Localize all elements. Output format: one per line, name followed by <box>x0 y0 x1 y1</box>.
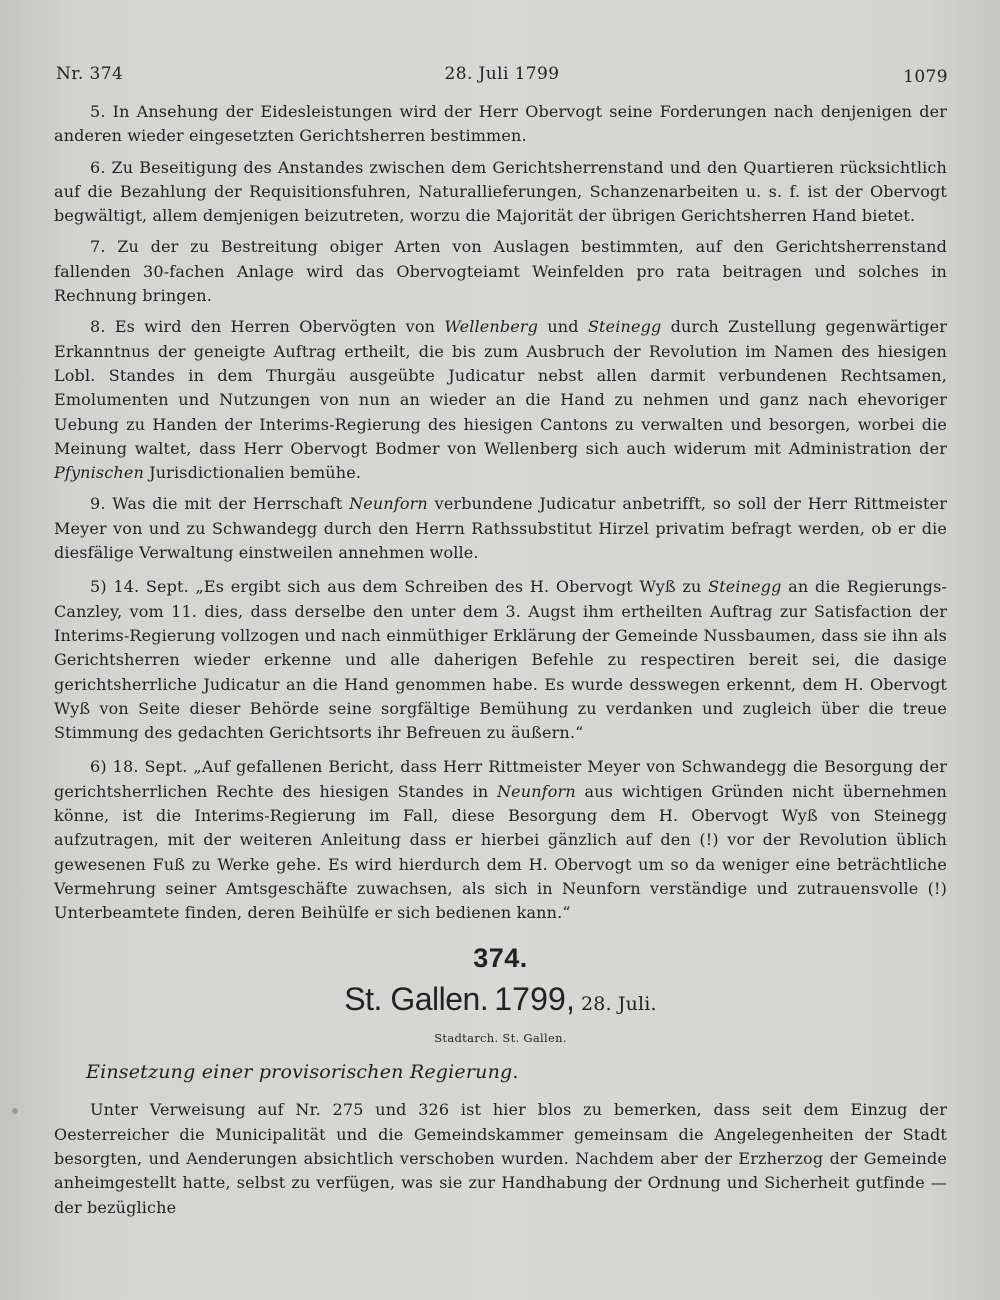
document-rubric: Einsetzung einer provisorischen Regierung. <box>86 1061 519 1084</box>
page-number: 1079 <box>903 67 948 87</box>
note-5 <box>54 575 947 745</box>
paragraph-8-text-c: durch Zustellung gegenwärtiger Erkanntnus der geneigte Auftrag ertheilt, die bis zum Ausbruch der Revolution im Namen des hiesigen Lobl. Standes in dem Thurgäu ausgeübte Judicatur nebst allen darmit verbundenen Rechtsamen, Emolumenten und Nutzungen von nun an wieder an die Hand zu nehmen und ganz nach ehevoriger Uebung zu Handen der Interims-Regierung des hiesigen Cantons zu verwalten und besorgen, worbei die Meinung waltet, dass Herr Obervogt Bodmer von Wellenberg sich auch widerum mit Administration der <box>54 317 947 458</box>
note-5-text-b: an die Regierungs-Canzley, vom 11. dies, dass derselbe den unter dem 3. Augst ihm ertheilten Auftrag zur Satisfaction der Interims-Regierung vollzogen und nach einmüthiger Erklärung der Gemeinde Nussbaumen, dass sie ihn als Gerichtsherren wieder erkenne und alle daherigen Befehle zu respectiren bereit sei, die dasige gerichtsherrliche Judicatur an die Hand genommen habe. Es wurde desswegen erkennt, dem H. Obervogt Wyß von Seite dieser Behörde seine sorgfältige Bemühung zu verdanken und zugleich über die treue Stimmung des gedachten Gerichtsorts ihr Befreuen zu äußern.“ <box>54 577 947 743</box>
margin-mark <box>12 1108 18 1114</box>
paragraph-6: 6. Zu Beseitigung des Anstandes zwischen dem Gerichtsherrenstand und den Quartieren rücksichtlich auf die Bezahlung der Requisitionsfuhren, Naturallieferungen, Schanzenarbeiten u. s. f. ist der Obervogt begwältigt, allem demjenigen beizutreten, worzu die Majorität der übrigen Gerichtsherren Hand bietet. <box>54 157 947 226</box>
paragraph-5: 5. In Ansehung der Eidesleistungen wird der Herr Obervogt seine Forderungen nach denjenigen der anderen wieder eingesetzten Gerichtsherren bestimmen. <box>54 102 947 146</box>
document-heading-title <box>54 982 947 1022</box>
note-5-text-a: 5) 14. Sept. „Es ergibt sich aus dem Schreiben des H. Obervogt Wyß zu <box>90 577 709 597</box>
paragraph-8-text-b: und <box>538 317 588 337</box>
note-6-text-a: 6) 18. Sept. „Auf gefallenen Bericht, dass Herr Rittmeister Meyer von Schwandegg die Besorgung der gerichtsherrlichen Rechte des hiesigen Standes in <box>54 757 947 801</box>
note-6-italic-neunforn: Neunforn <box>497 781 576 801</box>
page-body <box>54 100 947 1227</box>
note-6-text-b: aus wichtigen Gründen nicht übernehmen könne, ist die Interims-Regierung im Fall, diese Besorgung dem H. Obervogt Wyß von Steinegg aufzutragen, mit der weiteren Anleitung dass er hierbei gänzlich auf den (!) vor der Revolution üblich gewesenen Fuß zu Werke gehe. Es wird hierdurch dem H. Obervogt um so da weniger eine beträchtliche Vermehrung seiner Amtsgeschäfte zuwachsen, als sich in Neunforn verständige und zutrauensvolle (!) Unterbeamtete finden, deren Beihülfe er sich bedienen kann.“ <box>54 781 947 923</box>
paragraph-8-italic-pfynischen: Pfynischen <box>54 463 144 483</box>
paragraph-7: 7. Zu der zu Bestreitung obiger Arten von Auslagen bestimmten, auf den Gerichtsherrenstand fallenden 30-fachen Anlage wird das Obervogteiamt Weinfelden pro rata beitragen und solches in Rechnung bringen. <box>54 237 947 306</box>
paragraph-9-italic-neunforn: Neunforn <box>349 494 428 514</box>
document-date: 28. Juli. <box>581 992 657 1015</box>
document-heading-number: 374. <box>473 942 528 973</box>
note-6 <box>54 755 947 925</box>
document-intro-paragraph: Unter Verweisung auf Nr. 275 und 326 ist hier blos zu bemerken, dass seit dem Einzug der Oesterreicher die Municipalität und die Gemeindskammer gemeinsam die Angelegenheiten der Stadt besorgten, und Aenderungen absichtlich verschoben wurden. Nachdem aber der Erzherzog der Gemeinde anheimgestellt hatte, selbst zu verfügen, was sie zur Handhabung der Ordnung und Sicherheit gutfinde — der bezügliche <box>54 1100 947 1217</box>
paragraph-9-text-b: verbundene Judicatur anbetrifft, so soll der Herr Rittmeister Meyer von und zu Schwandegg durch den Herrn Rathssubstitut Hirzel privatim befragt werden, ob er die diesfälige Verwaltung einstweilen annehmen wolle. <box>54 494 947 563</box>
paragraph-8 <box>54 315 947 485</box>
document-year: 1799, <box>494 980 576 1017</box>
paragraph-8-text-d: Jurisdictionalien bemühe. <box>143 463 362 483</box>
paragraph-8-italic-steinegg: Steinegg <box>587 317 662 337</box>
page-header <box>56 64 948 90</box>
date-header: 28. Juli 1799 <box>444 64 560 84</box>
note-5-italic-steinegg: Steinegg <box>708 577 782 597</box>
archive-reference: Stadtarch. St. Gallen. <box>434 1030 567 1045</box>
paragraph-9 <box>54 492 947 565</box>
document-place: St. Gallen. <box>344 980 489 1017</box>
paragraph-8-text-a: 8. Es wird den Herren Obervögten von <box>90 317 445 337</box>
paragraph-8-italic-wellenberg: Wellenberg <box>444 317 539 337</box>
document-number-header: Nr. 374 <box>56 64 124 84</box>
paragraph-9-text-a: 9. Was die mit der Herrschaft <box>90 494 350 514</box>
